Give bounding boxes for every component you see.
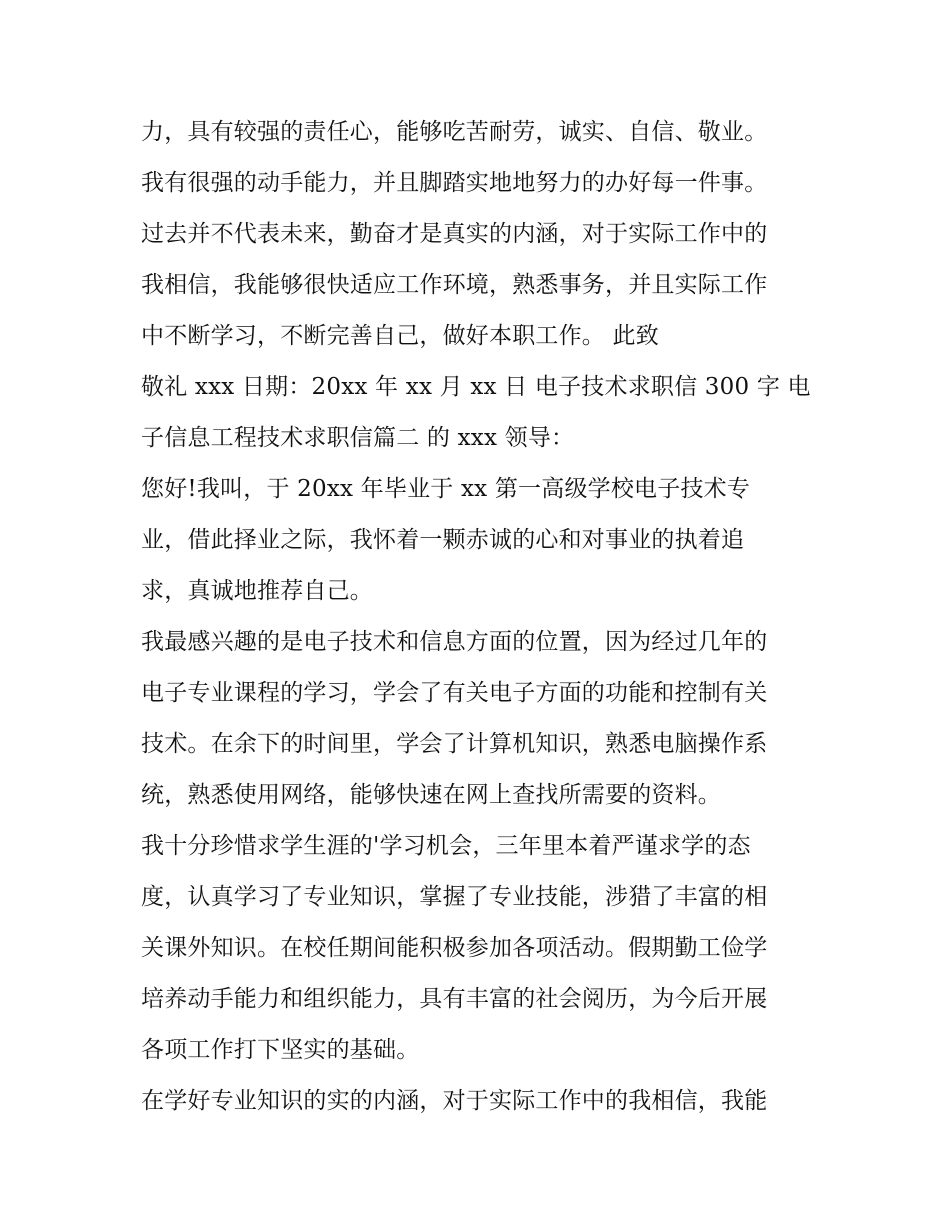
text-line-16: 度，认真学习了专业知识，掌握了专业技能，涉猎了丰富的相 bbox=[141, 884, 768, 910]
text-line-14: 统，熟悉使用网络，能够快速在网上查找所需要的资料。 bbox=[141, 782, 721, 808]
text-line-11: 我最感兴趣的是电子技术和信息方面的位置，因为经过几年的 bbox=[141, 629, 768, 655]
text-line-20: 在学好专业知识的实的内涵，对于实际工作中的我相信，我能 bbox=[141, 1088, 768, 1114]
document-body bbox=[141, 107, 831, 1127]
text-line-18: 培养动手能力和组织能力，具有丰富的社会阅历，为今后开展 bbox=[141, 986, 768, 1012]
text-line-6: 敬礼 xxx 日期：20xx 年 xx 月 xx 日 电子技术求职信 300 字 电 bbox=[141, 374, 811, 400]
text-line-13: 技术。在余下的时间里，学会了计算机知识，熟悉电脑操作系 bbox=[141, 731, 768, 757]
text-line-2: 我有很强的动手能力，并且脚踏实地地努力的办好每一件事。 bbox=[141, 170, 768, 196]
text-line-17: 关课外知识。在校任期间能积极参加各项活动。假期勤工俭学 bbox=[141, 935, 768, 961]
text-line-12: 电子专业课程的学习，学会了有关电子方面的功能和控制有关 bbox=[141, 680, 768, 706]
text-line-10: 求，真诚地推荐自己。 bbox=[141, 578, 373, 604]
text-line-7: 子信息工程技术求职信篇二 的 xxx 领导： bbox=[141, 425, 575, 451]
text-line-19: 各项工作打下坚实的基础。 bbox=[141, 1037, 420, 1063]
text-line-1: 力，具有较强的责任心，能够吃苦耐劳，诚实、自信、敬业。 bbox=[141, 119, 768, 145]
text-line-15: 我十分珍惜求学生涯的'学习机会，三年里本着严谨求学的态 bbox=[141, 833, 751, 859]
text-line-8: 您好!我叫，于 20xx 年毕业于 xx 第一高级学校电子技术专 bbox=[141, 476, 751, 502]
text-line-3: 过去并不代表未来，勤奋才是真实的内涵，对于实际工作中的 bbox=[141, 221, 768, 247]
text-line-9: 业，借此择业之际，我怀着一颗赤诚的心和对事业的执着追 bbox=[141, 527, 745, 553]
text-line-5: 中不断学习，不断完善自己，做好本职工作。 此致 bbox=[141, 323, 659, 349]
text-line-4: 我相信，我能够很快适应工作环境，熟悉事务，并且实际工作 bbox=[141, 272, 768, 298]
